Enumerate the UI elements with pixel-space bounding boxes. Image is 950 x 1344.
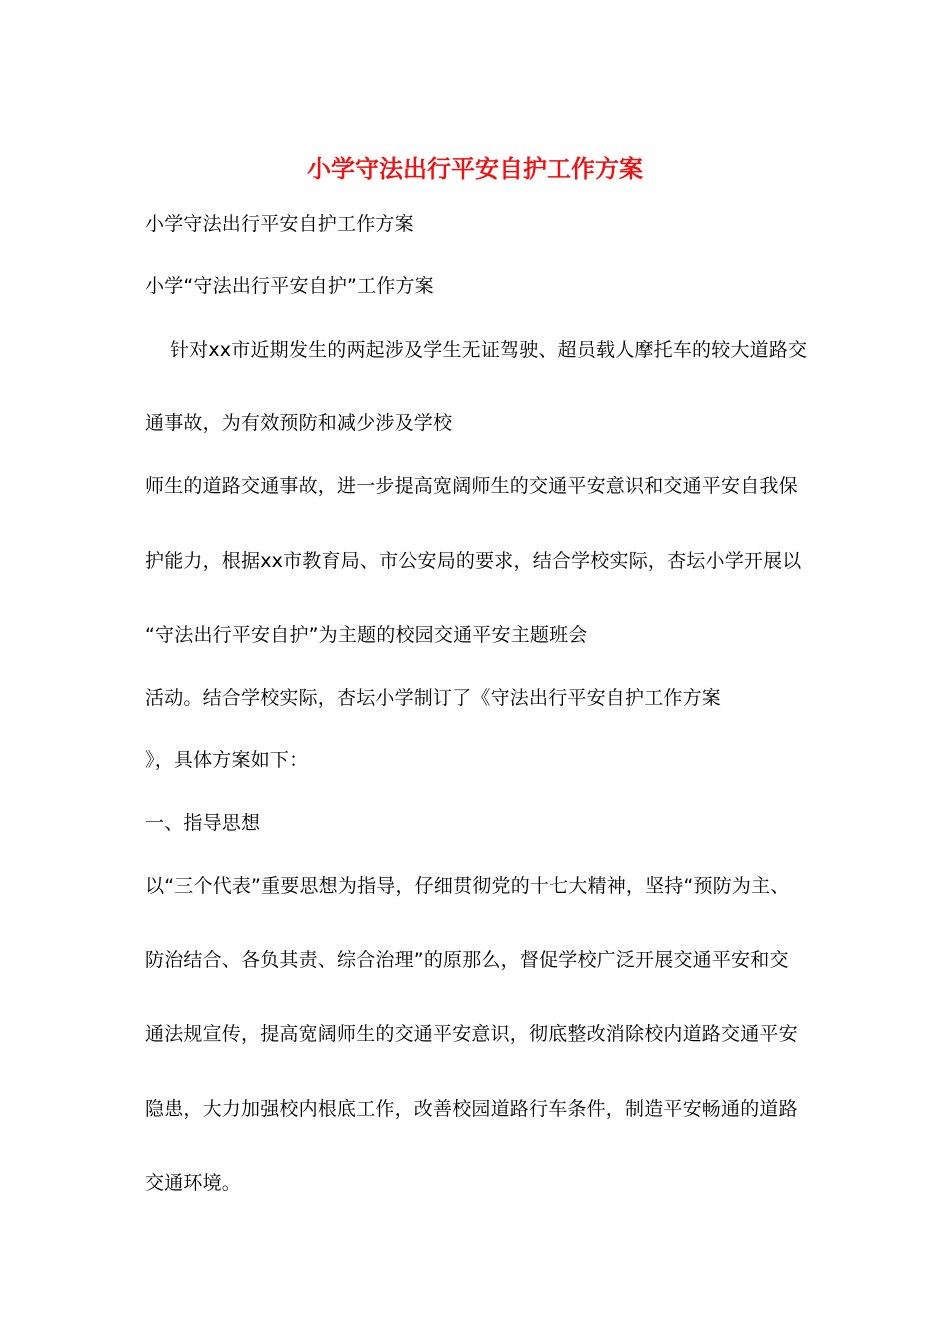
doc-line-body-5: 交通环境。 [145, 1172, 242, 1194]
doc-line-intro-7: 》，具体方案如下： [145, 749, 309, 771]
doc-line-intro-1: 针对xx市近期发生的两起涉及学生无证驾驶、超员载人摩托车的较大道路交 [145, 339, 808, 361]
doc-line-intro-3: 师生的道路交通事故，进一步提高宽阔师生的交通平安意识和交通平安自我保 [145, 475, 798, 497]
doc-line-body-3: 通法规宣传，提高宽阔师生的交通平安意识，彻底整改消除校内道路交通平安 [145, 1023, 798, 1045]
doc-line-plan-name: 小学“守法出行平安自护”工作方案 [145, 275, 434, 297]
section-heading-guiding-ideology: 一、指导思想 [145, 812, 261, 834]
doc-line-body-4: 隐患，大力加强校内根底工作，改善校园道路行车条件，制造平安畅通的道路 [145, 1098, 798, 1120]
doc-line-intro-5: “守法出行平安自护”为主题的校园交通平安主题班会 [145, 624, 588, 646]
doc-line-body-2: 防治结合、各负其责、综合治理”的原那么，督促学校广泛开展交通平安和交 [145, 949, 789, 971]
doc-line-intro-2: 通事故，为有效预防和减少涉及学校 [145, 412, 453, 434]
doc-line-intro-6: 活动。结合学校实际，杏坛小学制订了《守法出行平安自护工作方案 [145, 687, 722, 709]
document-title: 小学守法出行平安自护工作方案 [307, 154, 643, 183]
doc-line-subtitle: 小学守法出行平安自护工作方案 [145, 213, 414, 235]
doc-line-intro-4: 护能力，根据xx市教育局、市公安局的要求，结合学校实际，杏坛小学开展以 [145, 550, 802, 572]
doc-line-body-1: 以“三个代表”重要思想为指导，仔细贯彻党的十七大精神，坚持“预防为主、 [145, 875, 790, 897]
